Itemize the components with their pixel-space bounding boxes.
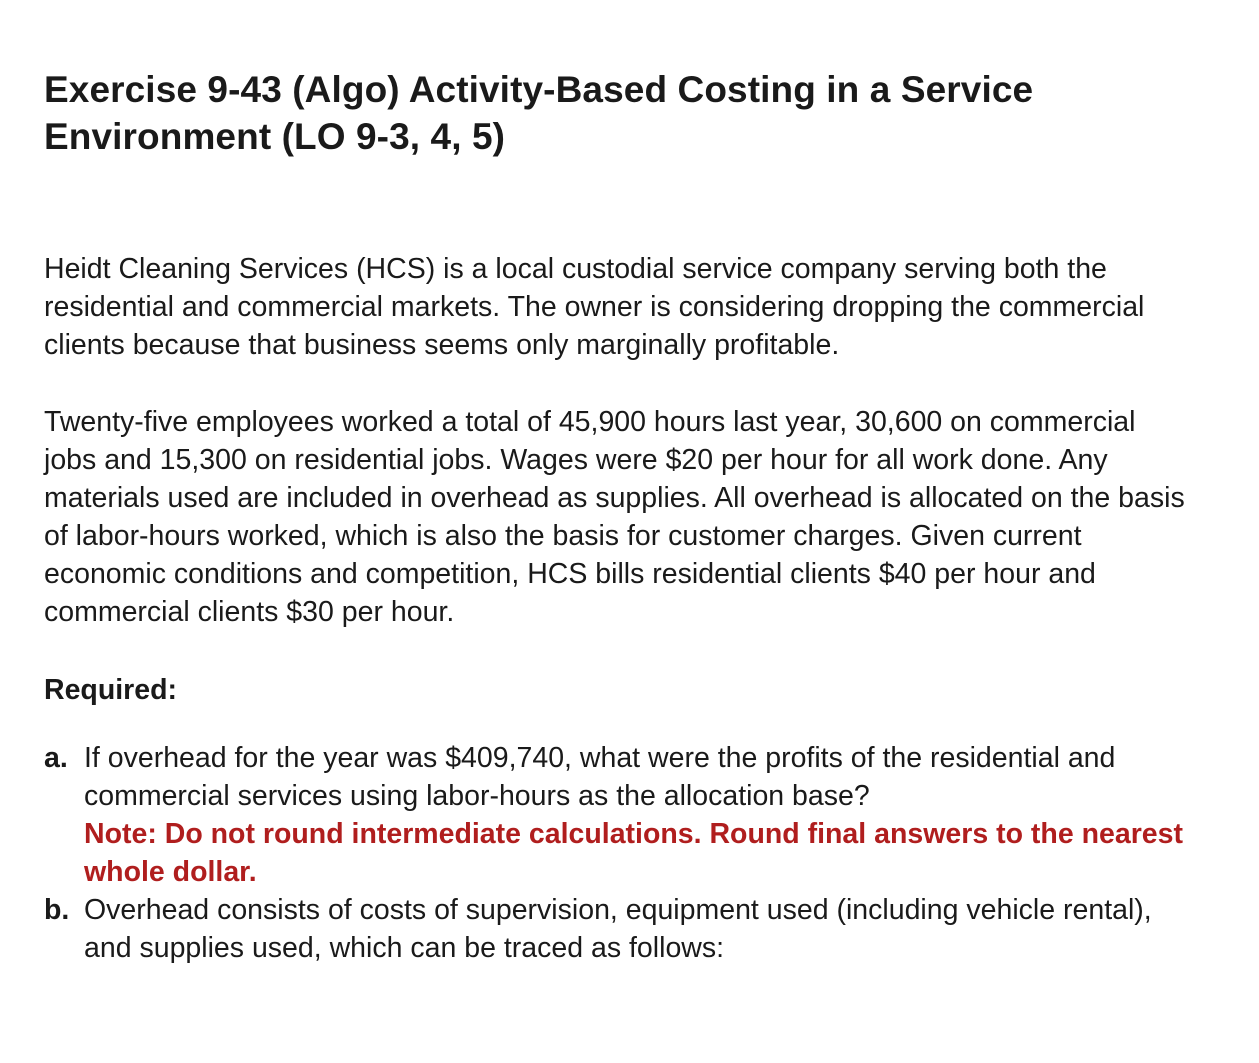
details-paragraph: Twenty-five employees worked a total of 45,900 hours last year, 30,600 on commercial jobs and 15,300 on residential jobs. Wages were $20 per hour for all work done. Any materials used are included in overhead as supplies. All overhead is allocated on the basis of labor-hours worked, which is also the basis for customer charges. Given current economic conditions and competition, HCS bills residential clients $40 per hour and commercial clients $30 per hour.: [44, 406, 1185, 628]
requirements-list: [44, 739, 1194, 967]
exercise-page: [44, 66, 1194, 967]
requirement-b-text: Overhead consists of costs of supervision, equipment used (including vehicle rental), and supplies used, which can be traced as follows:: [84, 894, 1152, 964]
rounding-note: Note: Do not round intermediate calculations. Round final answers to the nearest whole dollar.: [84, 818, 1183, 888]
intro-paragraph: Heidt Cleaning Services (HCS) is a local custodial service company serving both the residential and commercial markets. The owner is considering dropping the commercial clients because that business seems only marginally profitable.: [44, 253, 1145, 361]
required-heading: Required:: [44, 674, 178, 706]
exercise-title: Exercise 9-43 (Algo) Activity-Based Costing in a Service Environment (LO 9-3, 4, 5): [44, 69, 1034, 157]
requirement-a-marker: a.: [44, 742, 68, 774]
requirement-a: [44, 739, 1194, 891]
requirement-a-text: If overhead for the year was $409,740, what were the profits of the residential and commercial services using labor-hours as the allocation base?: [84, 742, 1116, 812]
requirement-b: [44, 891, 1194, 967]
requirement-b-marker: b.: [44, 894, 70, 926]
